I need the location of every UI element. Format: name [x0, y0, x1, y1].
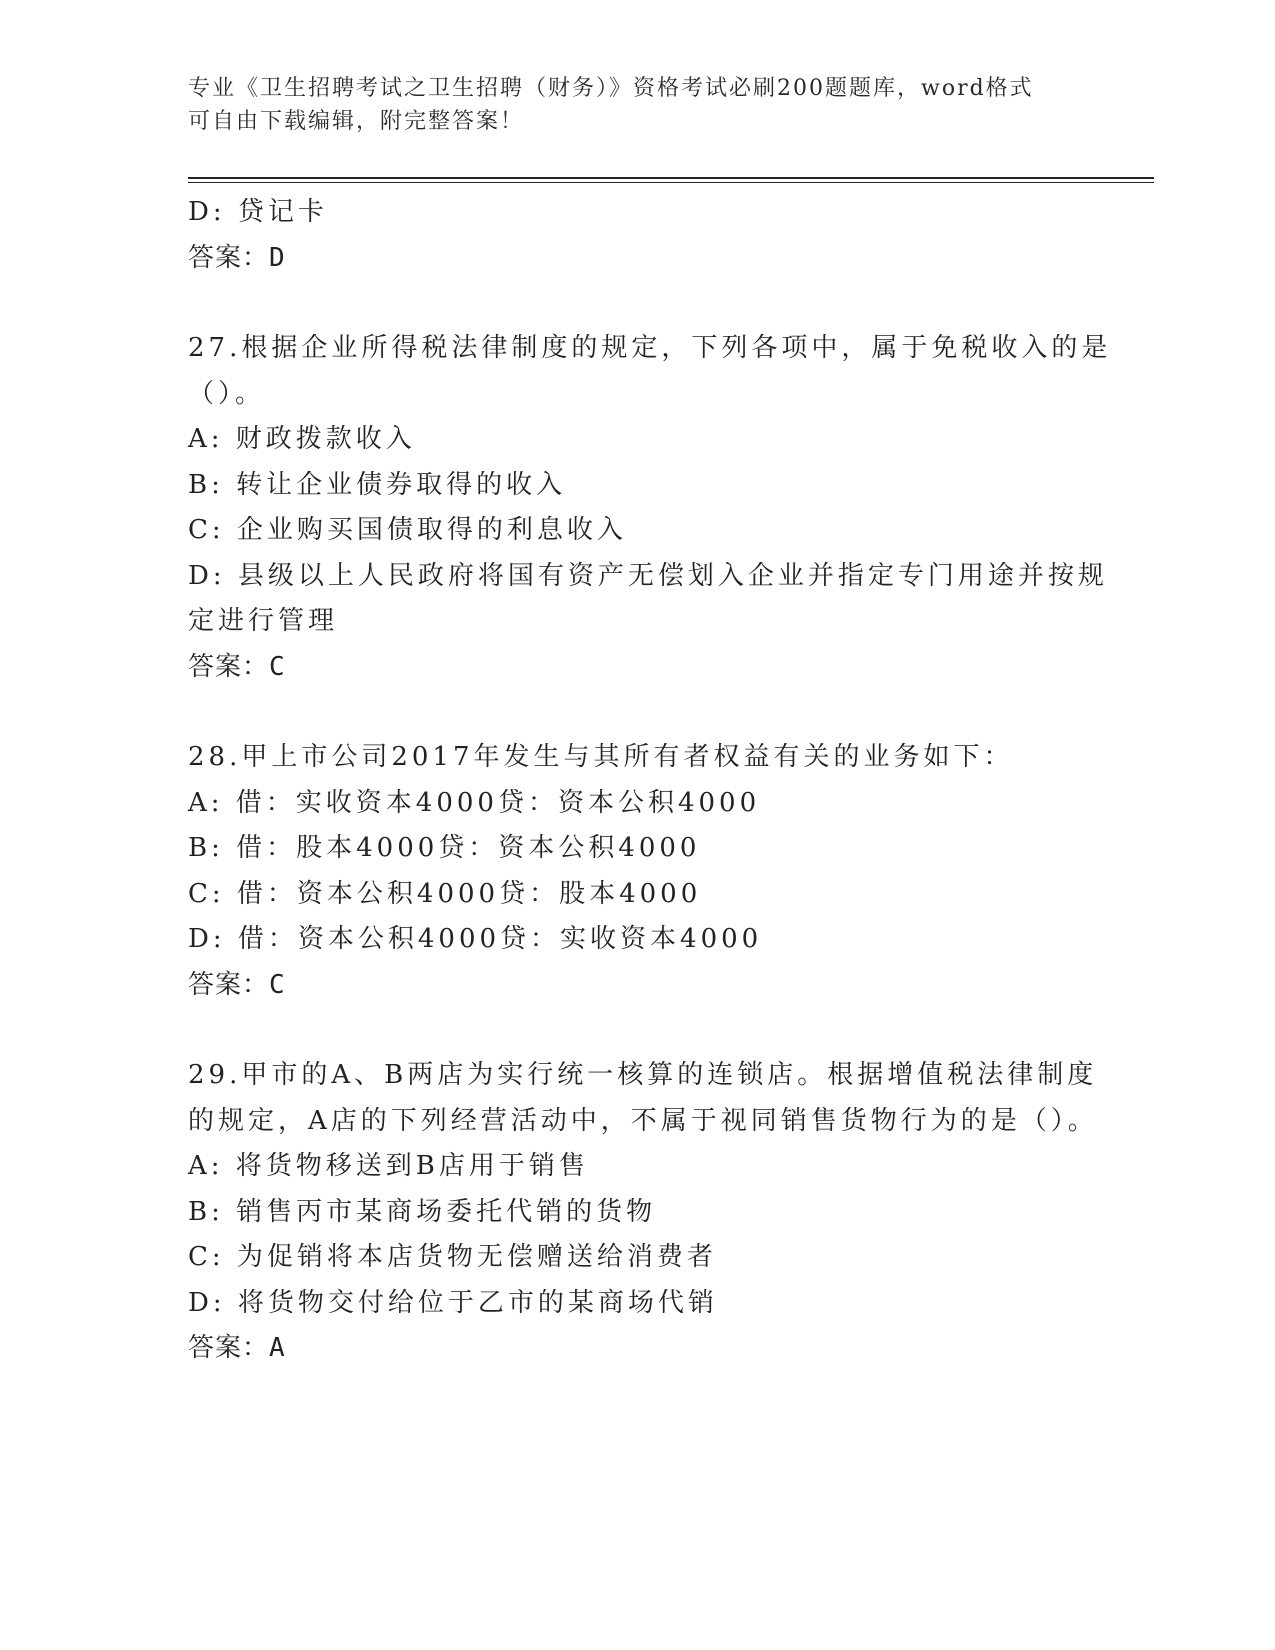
header-line-2: 可自由下载编辑，附完整答案！ — [188, 109, 525, 134]
header-divider-thin — [188, 182, 1154, 183]
answer-value: C — [269, 651, 286, 682]
prev-answer — [188, 236, 1088, 282]
option-b: B: 销售丙市某商场委托代销的货物 — [188, 1196, 657, 1227]
question-title: 28.甲上市公司2017年发生与其所有者权益有关的业务如下： — [188, 742, 1014, 772]
option-c: C: 借：资本公积4000贷：股本4000 — [188, 878, 702, 909]
document-header — [188, 72, 1068, 138]
prev-option-d: D: 贷记卡 — [188, 197, 328, 227]
option-b: B: 借：股本4000贷：资本公积4000 — [188, 833, 701, 863]
option-d: D: 将货物交付给位于乙市的某商场代销 — [188, 1287, 718, 1318]
option-c: C: 企业购买国债取得的利息收入 — [188, 515, 627, 545]
answer-label: 答案： — [188, 1333, 270, 1363]
answer-label: 答案： — [188, 969, 270, 1000]
option-d-cont: 定进行管理 — [188, 606, 339, 636]
question-27 — [188, 326, 1112, 690]
question-list — [188, 190, 1112, 1372]
answer-value: C — [269, 969, 286, 1000]
question-29 — [188, 1053, 1098, 1372]
question-title: 29.甲市的A、B两店为实行统一核算的连锁店。根据增值税法律制度 — [188, 1060, 1098, 1090]
question-title-cont: 的规定，A店的下列经营活动中，不属于视同销售货物行为的是（）。 — [188, 1105, 1098, 1136]
question-title-cont: （）。 — [188, 378, 266, 409]
option-c: C: 为促销将本店货物无偿赠送给消费者 — [188, 1242, 717, 1272]
question-title: 27.根据企业所得税法律制度的规定，下列各项中，属于免税收入的是 — [188, 333, 1112, 363]
option-d: D: 借：资本公积4000贷：实收资本4000 — [188, 924, 763, 954]
option-a: A: 财政拨款收入 — [188, 424, 416, 454]
header-line-1: 专业《卫生招聘考试之卫生招聘（财务）》资格考试必刷200题题库，word格式 — [188, 76, 1034, 101]
header-divider-thick — [188, 177, 1154, 179]
option-a: A: 借：实收资本4000贷：资本公积4000 — [188, 787, 761, 818]
answer-label: 答案： — [188, 651, 270, 682]
answer-value: A — [269, 1333, 286, 1363]
answer-label: 答案： — [188, 242, 270, 273]
option-b: B: 转让企业债券取得的收入 — [188, 469, 567, 500]
question-28 — [188, 735, 1088, 1008]
option-a: A: 将货物移送到B店用于销售 — [188, 1151, 589, 1181]
option-d: D: 县级以上人民政府将国有资产无偿划入企业并指定专门用途并按规 — [188, 560, 1108, 591]
answer — [188, 963, 1088, 1009]
answer-value: D — [269, 242, 286, 273]
answer — [188, 645, 1088, 691]
answer — [188, 1326, 1088, 1372]
